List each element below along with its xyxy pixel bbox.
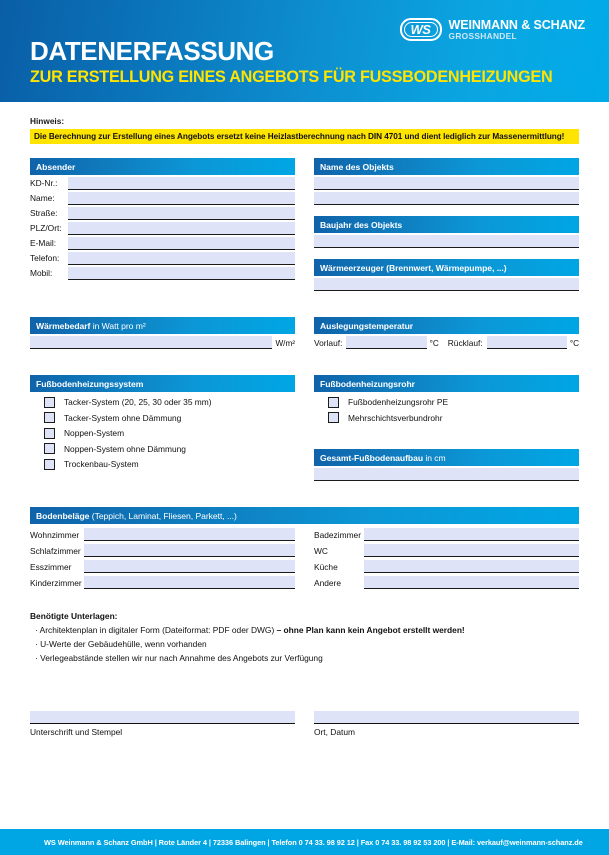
signature-left [30, 711, 295, 737]
ws-logo-initials: WS [410, 22, 431, 37]
aufbau-section-title [314, 449, 579, 466]
floor-label-wc: WC [314, 546, 328, 556]
waermeerzeuger-input[interactable] [314, 278, 579, 291]
system-section [30, 375, 295, 481]
floor-label-badezimmer: Badezimmer [314, 530, 362, 540]
aufbau-title-thin: in cm [423, 452, 446, 463]
checkbox-row-mehrschicht[interactable] [314, 412, 579, 423]
bodenbelaege-section [30, 507, 579, 589]
unterlagen-item-3: · Verlegeabstände stellen wir nur nach Annahme des Angebots zur Verfügung [35, 653, 323, 663]
unterlagen-title: Benötigte Unterlagen: [30, 611, 118, 621]
place-date-input[interactable] [314, 711, 579, 724]
signature-caption: Unterschrift und Stempel [30, 727, 123, 737]
vorlauf-label: Vorlauf: [314, 338, 343, 348]
signature-input[interactable] [30, 711, 295, 724]
form-body [0, 116, 609, 737]
hint-banner: Die Berechnung zur Erstellung eines Angebots ersetzt keine Heizlastberechnung nach DIN 4701 und dient lediglich zur Massenermittlung! [30, 129, 579, 144]
vorlauf-input[interactable] [346, 336, 426, 349]
waermebedarf-section [30, 317, 295, 349]
objekt-baujahr-row [314, 235, 579, 248]
hint-label: Hinweis: [30, 116, 65, 126]
waermeerzeuger-row [314, 278, 579, 291]
bodenbelaege-right-column [314, 525, 579, 589]
unterlagen-item-1-emphasis: – ohne Plan kann kein Angebot erstellt werden! [276, 625, 465, 635]
unterlagen-section [30, 611, 579, 663]
field-label-plzort: PLZ/Ort: [30, 223, 62, 233]
page-title: DATENERFASSUNG [30, 36, 274, 66]
absender-section-title: Absender [30, 158, 295, 175]
floor-input-esszimmer[interactable] [84, 560, 295, 573]
company-tagline: GROSSHANDEL [448, 30, 517, 41]
field-row-name [30, 192, 295, 205]
floor-input-wohnzimmer[interactable] [84, 528, 295, 541]
field-input-email[interactable] [68, 237, 295, 250]
checkbox-fussbodenheizungsrohr-pe[interactable] [328, 397, 339, 408]
checkbox-noppen-system[interactable] [44, 428, 55, 439]
bodenbelaege-section-title [30, 507, 579, 524]
checkbox-label-tacker-ohne-daemmung: Tacker-System ohne Dämmung [64, 412, 182, 423]
floor-label-esszimmer: Esszimmer [30, 562, 72, 572]
floor-label-wohnzimmer: Wohnzimmer [30, 530, 80, 540]
objekt-name-input-1[interactable] [314, 177, 579, 190]
waermebedarf-title-bold: Wärmebedarf [36, 320, 91, 331]
floor-input-schlafzimmer[interactable] [84, 544, 295, 557]
floor-input-kueche[interactable] [364, 560, 579, 573]
floor-input-kinderzimmer[interactable] [84, 576, 295, 589]
field-input-plzort[interactable] [68, 222, 295, 235]
field-label-kdnr: KD-Nr.: [30, 178, 58, 188]
signature-right [314, 711, 579, 737]
checkbox-label-trockenbau-system: Trockenbau-System [64, 459, 139, 469]
objekt-name-input-2[interactable] [314, 192, 579, 205]
field-row-mobil [30, 267, 295, 280]
field-input-strasse[interactable] [68, 207, 295, 220]
checkbox-row-rohr-pe[interactable] [314, 397, 579, 408]
company-logo [400, 18, 585, 41]
floor-label-andere: Andere [314, 578, 342, 588]
checkbox-row-tacker[interactable] [30, 397, 295, 408]
field-row-telefon [30, 252, 295, 265]
ruecklauf-input[interactable] [487, 336, 567, 349]
objekt-baujahr-title: Baujahr des Objekts [314, 216, 579, 233]
signature-section [30, 711, 579, 737]
waermebedarf-input[interactable] [30, 336, 272, 349]
checkbox-label-tacker-system: Tacker-System (20, 25, 30 oder 35 mm) [64, 397, 212, 407]
objekt-name-row-2 [314, 192, 579, 205]
field-label-telefon: Telefon: [30, 253, 60, 263]
field-label-mobil: Mobil: [30, 268, 53, 278]
floor-label-kueche: Küche [314, 562, 338, 572]
objekt-baujahr-input[interactable] [314, 235, 579, 248]
field-input-telefon[interactable] [68, 252, 295, 265]
aufbau-input[interactable] [314, 468, 579, 481]
page-header [0, 0, 609, 102]
bodenbelaege-title-bold: Bodenbeläge [36, 510, 90, 521]
waermeerzeuger-title: Wärmeerzeuger (Brennwert, Wärmepumpe, ...) [314, 259, 579, 276]
field-row-email [30, 237, 295, 250]
field-label-email: E-Mail: [30, 238, 57, 248]
floor-row-kinderzimmer [30, 576, 295, 589]
waermebedarf-title [30, 317, 295, 334]
ruecklauf-unit: °C [569, 339, 580, 348]
rohr-section [314, 375, 579, 481]
checkbox-tacker-ohne-daemmung[interactable] [44, 412, 55, 423]
checkbox-row-trockenbau[interactable] [30, 459, 295, 470]
floor-input-andere[interactable] [364, 576, 579, 589]
checkbox-row-tacker-ohne[interactable] [30, 412, 295, 423]
ruecklauf-label: Rücklauf: [447, 338, 483, 348]
floor-row-schlafzimmer [30, 544, 295, 557]
checkbox-label-fussbodenheizungsrohr-pe: Fußbodenheizungsrohr PE [348, 397, 449, 407]
absender-section [30, 158, 295, 291]
objekt-name-title: Name des Objekts [314, 158, 579, 175]
unterlagen-item-2: · U-Werte der Gebäudehülle, wenn vorhanden [35, 639, 207, 649]
checkbox-trockenbau-system[interactable] [44, 459, 55, 470]
floor-row-wohnzimmer [30, 528, 295, 541]
checkbox-label-mehrschichtsverbundrohr: Mehrschichtsverbundrohr [348, 412, 443, 423]
field-label-strasse: Straße: [30, 208, 58, 218]
company-logo-text [449, 19, 585, 40]
floor-row-badezimmer [314, 528, 579, 541]
waermebedarf-row [30, 336, 295, 349]
unterlagen-item-1 [30, 625, 579, 635]
auslegung-title: Auslegungstemperatur [314, 317, 579, 334]
waermebedarf-title-thin: in Watt pro m² [90, 320, 146, 331]
field-input-mobil[interactable] [68, 267, 295, 280]
auslegung-row [314, 336, 579, 349]
floor-row-esszimmer [30, 560, 295, 573]
rohr-section-title: Fußbodenheizungsrohr [314, 375, 579, 392]
page-subtitle: ZUR ERSTELLUNG EINES ANGEBOTS FÜR FUSSBODENHEIZUNGEN [30, 68, 553, 86]
checkbox-mehrschichtsverbundrohr[interactable] [328, 412, 339, 423]
field-input-kdnr[interactable] [68, 177, 295, 190]
floor-label-kinderzimmer: Kinderzimmer [30, 578, 82, 588]
aufbau-row [314, 468, 579, 481]
objekt-section [314, 158, 579, 291]
floor-input-badezimmer[interactable] [364, 528, 579, 541]
page-footer [0, 829, 609, 855]
field-row-strasse [30, 207, 295, 220]
floor-label-schlafzimmer: Schlafzimmer [30, 546, 81, 556]
company-name: WEINMANN & SCHANZ [448, 17, 585, 32]
field-row-kdnr [30, 177, 295, 190]
system-section-title: Fußbodenheizungssystem [30, 375, 295, 392]
checkbox-label-noppen-ohne-daemmung: Noppen-System ohne Dämmung [64, 443, 186, 454]
floor-input-wc[interactable] [364, 544, 579, 557]
aufbau-title-bold: Gesamt-Fußbodenaufbau [320, 452, 424, 463]
unterlagen-item-1-text: · Architektenplan in digitaler Form (Dateiformat: PDF oder DWG) [35, 625, 277, 635]
checkbox-noppen-ohne-daemmung[interactable] [44, 443, 55, 454]
floor-row-wc [314, 544, 579, 557]
footer-contact-text: WS Weinmann & Schanz GmbH | Rote Länder 4 | 72336 Balingen | Telefon 0 74 33. 98 92 12 | Fax 0 74 33. 98 92 53 200 | E-Mail: verkauf@weinmann-schanz.de [44, 837, 583, 847]
auslegung-section [314, 317, 579, 349]
field-row-plzort [30, 222, 295, 235]
vorlauf-unit: °C [429, 339, 439, 348]
objekt-name-row-1 [314, 177, 579, 190]
bodenbelaege-title-thin: (Teppich, Laminat, Fliesen, Parkett, ...) [89, 510, 237, 521]
field-label-name: Name: [30, 193, 55, 203]
waermebedarf-unit: W/m² [275, 339, 295, 348]
place-date-caption: Ort, Datum [314, 727, 355, 737]
checkbox-row-noppen-ohne[interactable] [30, 443, 295, 454]
checkbox-tacker-system[interactable] [44, 397, 55, 408]
field-input-name[interactable] [68, 192, 295, 205]
floor-row-andere [314, 576, 579, 589]
floor-row-kueche [314, 560, 579, 573]
ws-logo-icon [400, 18, 442, 41]
bodenbelaege-left-column [30, 525, 295, 589]
checkbox-row-noppen[interactable] [30, 428, 295, 439]
checkbox-label-noppen-system: Noppen-System [64, 428, 125, 438]
